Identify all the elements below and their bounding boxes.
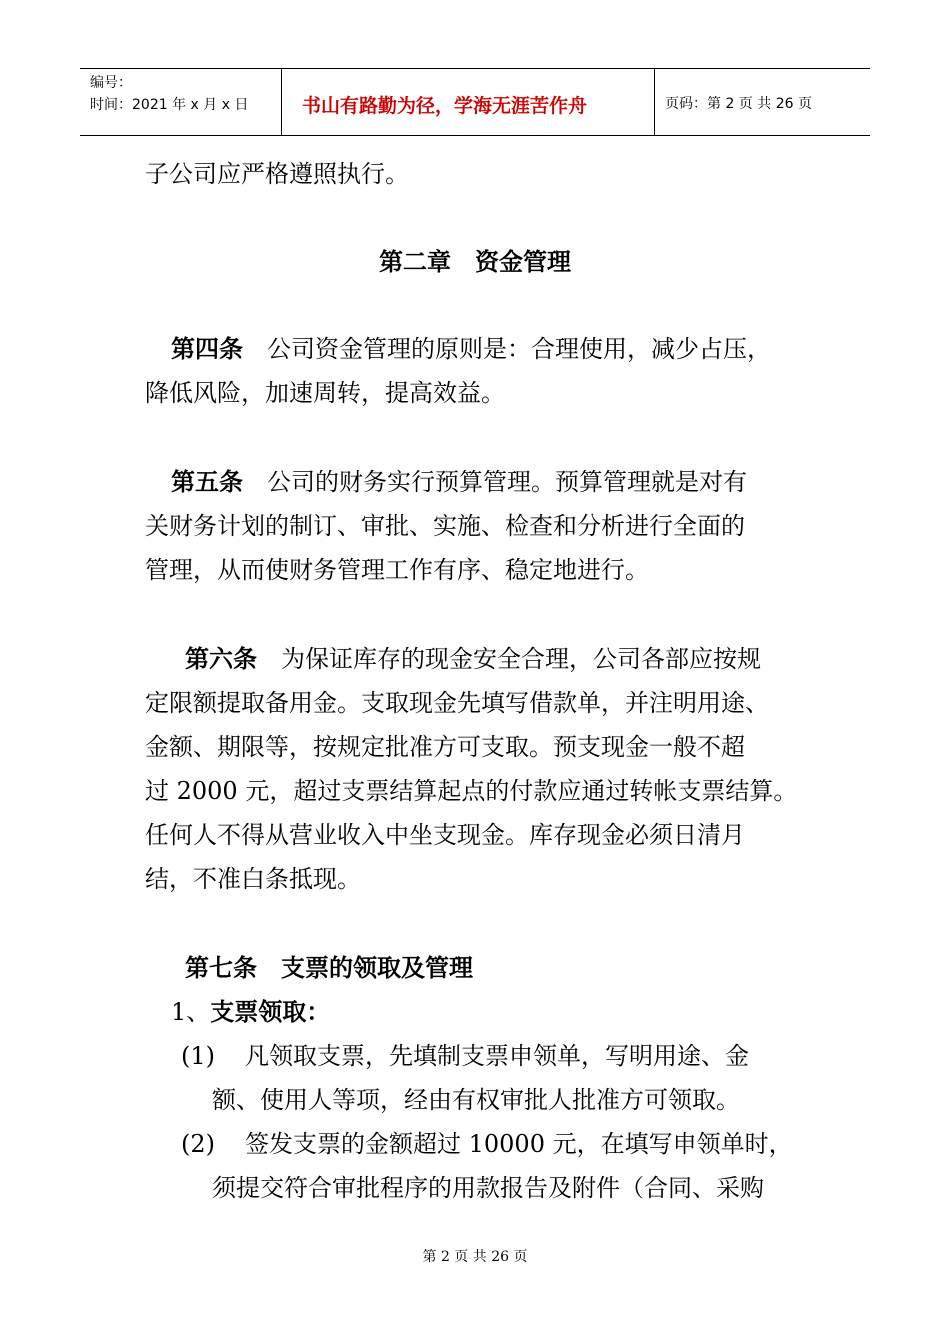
article-7-sub-1-title: 支票领取： [210, 997, 331, 1026]
article-5-line-3: 管理，从而使财务管理工作有序、稳定地进行。 [145, 556, 649, 584]
document-code-label: 编号： [90, 75, 132, 91]
article-6-line-2: 定限额提取备用金。支取现金先填写借款单，并注明用途、 [145, 689, 769, 717]
article-6-heading: 第六条 [185, 644, 257, 673]
article-6 [145, 637, 797, 901]
article-5-heading: 第五条 [171, 467, 243, 496]
article-6-line-1: 为保证库存的现金安全合理，公司各部应按规 [281, 645, 761, 673]
chapter-title: 第二章 资金管理 [379, 247, 571, 276]
article-5-line-1: 公司的财务实行预算管理。预算管理就是对有 [267, 468, 747, 496]
article-7 [145, 946, 793, 1210]
document-date: 时间：2021 年 x 月 x 日 [90, 97, 249, 113]
article-7-sub-1-number: 1、 [171, 998, 211, 1026]
header-motto-cell [282, 69, 655, 135]
article-7-heading: 第七条 [185, 953, 257, 982]
body-line-continuation: 子公司应严格遵照执行。 [145, 160, 409, 188]
article-4-line-2: 降低风险，加速周转，提高效益。 [145, 379, 505, 407]
document-header [80, 68, 870, 136]
article-6-line-4: 过 2000 元，超过支票结算起点的付款应通过转帐支票结算。 [145, 777, 798, 805]
header-page-cell [655, 69, 870, 135]
header-page-info: 页码：第 2 页 共 26 页 [665, 96, 812, 112]
article-7-item-1-line-1: 凡领取支票，先填制支票申领单，写明用途、金 [245, 1042, 749, 1070]
article-7-item-2-line-1: 签发支票的金额超过 10000 元，在填写申领单时， [245, 1130, 793, 1158]
article-4 [145, 327, 771, 415]
article-7-item-2-line-2: 须提交符合审批程序的用款报告及附件（合同、采购 [212, 1174, 764, 1202]
article-7-item-2-number: (2) [181, 1130, 215, 1158]
article-5 [145, 460, 747, 592]
article-6-line-5: 任何人不得从营业收入中坐支现金。库存现金必须日清月 [145, 821, 745, 849]
article-7-title: 支票的领取及管理 [281, 953, 473, 982]
article-5-line-2: 关财务计划的制订、审批、实施、检查和分析进行全面的 [145, 512, 745, 540]
article-4-line-1: 公司资金管理的原则是：合理使用，减少占压， [267, 335, 771, 363]
header-meta-cell [80, 69, 282, 135]
article-7-item-1-line-2: 额、使用人等项，经由有权审批人批准方可领取。 [212, 1086, 740, 1114]
header-motto: 书山有路勤为径，学海无涯苦作舟 [302, 95, 588, 117]
article-7-item-1-number: (1) [181, 1042, 215, 1070]
article-6-line-3: 金额、期限等，按规定批准方可支取。预支现金一般不超 [145, 733, 745, 761]
article-4-heading: 第四条 [171, 334, 243, 363]
article-6-line-6: 结，不准白条抵现。 [145, 865, 361, 893]
page-footer: 第 2 页 共 26 页 [422, 1249, 528, 1265]
